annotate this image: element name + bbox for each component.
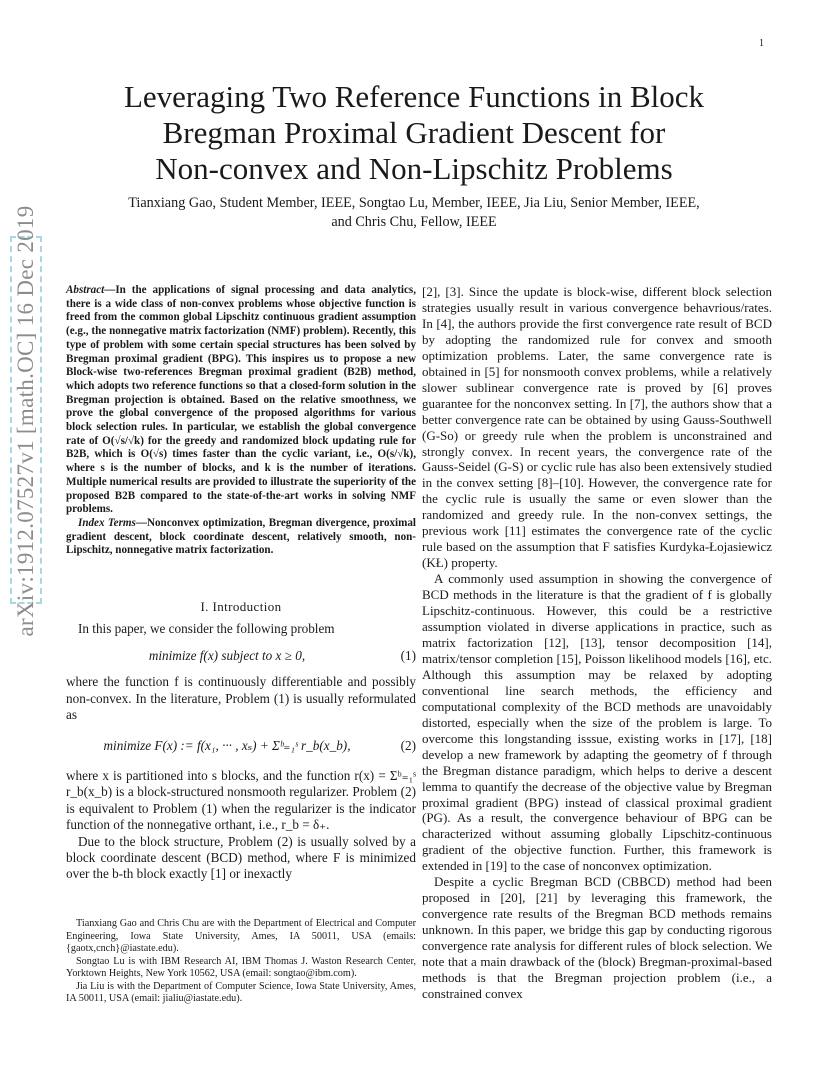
arxiv-sidebar[interactable] xyxy=(8,205,46,637)
title-line: Bregman Proximal Gradient Descent for xyxy=(162,115,666,150)
paper-title xyxy=(70,79,758,187)
right-paragraph-3: Despite a cyclic Bregman BCD (CBBCD) method had been proposed in [20], [21] by leveraging this framework, the convergence rate results of the Bregman BCD methods remains unknown. In this paper, we bridge this gap by conducting rigorous convergence rate analysis for different rules of block selection. We note that a main drawback of the (block) Bregman-proximal-based methods is that the Bregman projection problem (i.e., a constrained convex xyxy=(422,874,772,1001)
right-paragraph-1: [2], [3]. Since the update is block-wise, different block selection strategies usually result in various convergence behavrious/rates. In [4], the authors provide the first convergence rate result of BCD by adopting the randomized rule for convex and smooth optimization problems. Later, the same convergence rate is obtained in [5] for nonsmooth convex problems, while a relatively slower sublinear convergence rate is proved by [6] proves guarantee for the nonconvex setting. In [7], the authors show that a better convergence rate can be obtained by using Gauss-Southwell (G-So) or greedy rule when the problem is unconstrained and strongly convex. In recent years, the convergence rate of the Gauss-Seidel (G-S) or cyclic rule has also been extensively studied in the convex setting [8]–[10]. However, the convergence rate for the cyclic rule is usually the same or even slower than the randomized and greedy rule. In the non-convex settings, the previous work [11] estimates the convergence rate of the cyclic rule based on the assumption that F satisfies Kurdyka-Łojasiewicz (KŁ) property. xyxy=(422,284,772,571)
authors-line: and Chris Chu, Fellow, IEEE xyxy=(331,214,497,230)
arxiv-stamp[interactable]: arXiv:1912.07527v1 [math.OC] 16 Dec 2019 xyxy=(13,205,38,637)
equation-2-body: minimize F(x) := f(x₁, ··· , xₛ) + Σᵇ₌₁ˢ r_b(x_b), xyxy=(103,737,351,753)
index-terms-text: —Nonconvex optimization, Bregman divergence, proximal gradient descent, block coordinate descent, relatively smooth, non-Lipschitz, nonnegative matrix factorization. xyxy=(66,516,416,557)
equation-2 xyxy=(66,738,416,754)
intro-paragraph-2: where the function f is continuously differentiable and possibly non-convex. In the literature, Problem (1) is usually reformulated as xyxy=(66,674,416,723)
right-column xyxy=(422,284,772,1002)
equation-2-number: (2) xyxy=(400,737,416,753)
title-line: Leveraging Two Reference Functions in Block xyxy=(123,79,705,114)
left-column xyxy=(66,284,416,883)
author-list xyxy=(70,194,758,232)
abstract xyxy=(66,284,416,517)
page-number: 1 xyxy=(759,38,764,49)
index-terms xyxy=(66,517,416,558)
index-terms-label: Index Terms xyxy=(78,516,136,529)
right-paragraph-2: A commonly used assumption in showing the convergence of BCD methods in the literature is that the gradient of f is globally Lipschitz-continuous. However, this could be a restrictive assumption violated in diverse applications in practice, such as matrix factorization [12], [13], tensor decomposition [14], matrix/tensor completion [15], Poisson likelihood models [16], etc. Although this assumption may be relaxed by adopting conventional line search methods, the efficiency and computational complexity of the BCD methods are unavoidably distorted, especially when the size of the problem is large. To overcome this longstanding isssue, existing works in [17], [18] develop a new framework by adapting the geometry of f through the Bregman distance paradigm, which helps to derive a descent lemma to quantify the decrease of the objective value by Bregman proximal gradient (BPG) instead of classical proximal gradient (PG). As a result, the convergence behaviour of BPG can be characterized without assuming globally Lipschitz-continuous gradient of the objective function. Further, this framework is extended in [19] to the case of nonconvex optimization. xyxy=(422,571,772,874)
footnote: Tianxiang Gao and Chris Chu are with the Department of Electrical and Computer Engineering, Iowa State University, Ames, IA 50011, USA (emails: {gaotx,cnch}@iastate.edu). xyxy=(66,918,416,954)
equation-1 xyxy=(66,648,416,664)
intro-paragraph-3: where x is partitioned into s blocks, and the function r(x) = Σᵇ₌₁ˢ r_b(x_b) is a block-structured nonsmooth regularizer. Problem (2) is equivalent to Problem (1) when the regularizer is the indicator function of the nonnegative orthant, i.e., r_b = δ₊. xyxy=(66,767,416,833)
abstract-text: —In the applications of signal processing and data analytics, there is a wide class of non-convex problems whose objective function is freed from the common global Lipschitz continuous gradient assumption (e.g., the nonnegative matrix factorization (NMF) problem). Recently, this type of problem with some certain special structures has been solved by Bregman proximal gradient (BPG). This inspires us to propose a new Block-wise two-references Bregman proximal gradient (B2B) method, which adopts two reference functions so that a closed-form solution in the Bregman projection is obtained. Based on the relative smoothness, we prove the global convergence of the proposed algorithms for various block selection rules. In particular, we establish the global convergence rate of O(√s/√k) for the greedy and randomized block updating rule for B2B, which is O(√s) times faster than the cyclic variant, i.e., O(s/√k), where s is the number of blocks, and k is the number of iterations. Multiple numerical results are provided to illustrate the superiority of the proposed B2B compared to the state-of-the-art works in solving NMF problems. xyxy=(66,284,416,516)
abstract-label: Abstract xyxy=(66,284,105,296)
footnotes xyxy=(66,918,416,1006)
intro-paragraph-4: Due to the block structure, Problem (2) is usually solved by a block coordinate descent (BCD) method, where F is minimized over the b-th block exactly [1] or inexactly xyxy=(66,833,416,882)
authors-line: Tianxiang Gao, Student Member, IEEE, Songtao Lu, Member, IEEE, Jia Liu, Senior Member, IEEE, xyxy=(128,195,700,211)
footnote: Jia Liu is with the Department of Computer Science, Iowa State University, Ames, IA 50011, USA (email: jialiu@iastate.edu). xyxy=(66,980,416,1004)
title-line: Non-convex and Non-Lipschitz Problems xyxy=(155,151,673,186)
intro-paragraph-1: In this paper, we consider the following problem xyxy=(78,621,335,637)
equation-1-body: minimize f(x) subject to x ≥ 0, xyxy=(148,647,306,663)
equation-1-number: (1) xyxy=(400,647,416,663)
footnote: Songtao Lu is with IBM Research AI, IBM Thomas J. Waston Research Center, Yorktown Heights, New York 10562, USA (email: songtao@ibm.com). xyxy=(66,955,416,979)
section-heading: I. Introduction xyxy=(200,599,282,615)
